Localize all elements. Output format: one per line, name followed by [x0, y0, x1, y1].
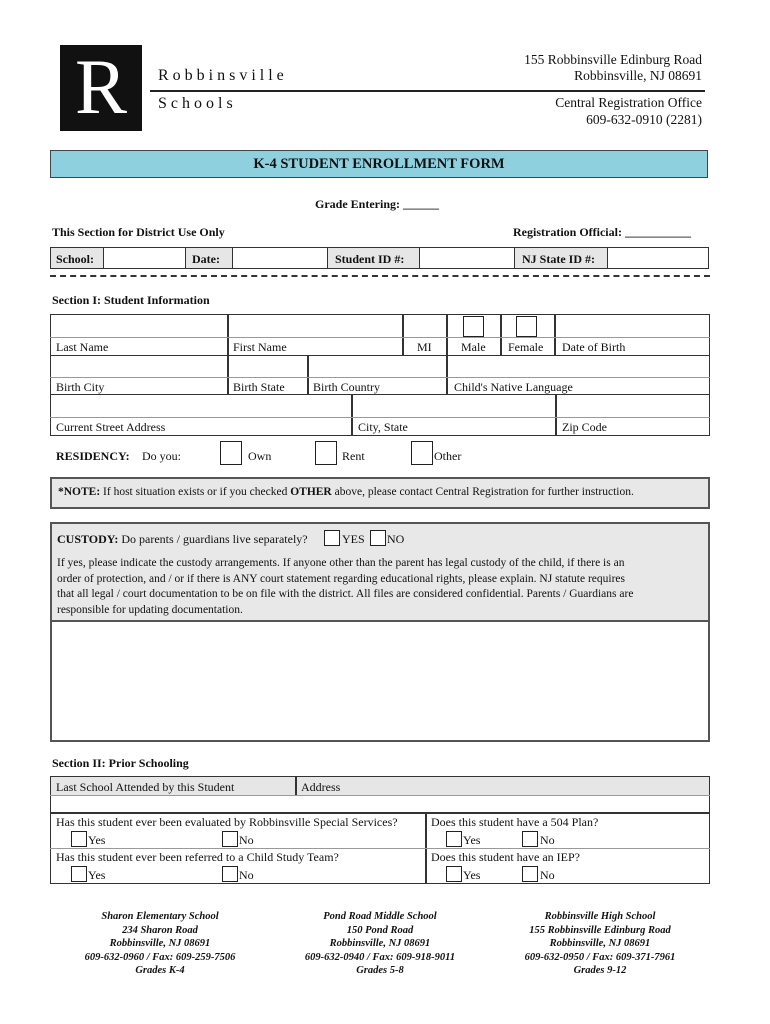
zip-code-label: Zip Code: [562, 420, 607, 434]
native-language-label: Child's Native Language: [454, 380, 573, 394]
divider: [227, 355, 229, 395]
evaluated-no-label: No: [239, 833, 254, 847]
referred-yes-label: Yes: [88, 868, 106, 882]
logo-letter: R: [74, 43, 128, 130]
custody-paragraph: [57, 556, 707, 618]
section2-heading: Section II: Prior Schooling: [52, 756, 189, 770]
first-name-label: First Name: [233, 340, 287, 354]
address-label: Address: [301, 780, 341, 794]
q-504: Does this student have a 504 Plan?: [431, 815, 599, 829]
custody-line: order of protection, and / or if there is ANY court statement regarding educational rights, please explain. NJ statute requires: [57, 572, 626, 585]
other-checkbox[interactable]: [411, 441, 433, 465]
mi-label: MI: [417, 340, 432, 354]
custody-yes-checkbox[interactable]: [324, 530, 340, 546]
school-street: 150 Pond Road: [346, 924, 414, 936]
school-grades: Grades K-4: [135, 965, 185, 976]
rule: [50, 848, 710, 849]
evaluated-yes-checkbox[interactable]: [71, 831, 87, 847]
wordmark-line1: Robbinsville: [158, 67, 288, 84]
q-referred: Has this student ever been referred to a Child Study Team?: [56, 850, 339, 864]
custody-no-checkbox[interactable]: [370, 530, 386, 546]
school-label: School:: [56, 252, 95, 266]
date-label: Date:: [192, 252, 220, 266]
male-label: Male: [461, 340, 486, 354]
school-phone: 609-632-0960 / Fax: 609-259-7506: [84, 951, 236, 963]
student-id-field[interactable]: [419, 247, 515, 269]
rent-checkbox[interactable]: [315, 441, 337, 465]
office-line1: Central Registration Office: [555, 95, 702, 110]
referred-no-checkbox[interactable]: [222, 866, 238, 882]
header-rule: [150, 90, 705, 92]
504-yes-checkbox[interactable]: [446, 831, 462, 847]
residency-label: RESIDENCY:: [56, 449, 130, 463]
nj-state-id-label: NJ State ID #:: [522, 252, 595, 266]
divider: [446, 314, 448, 356]
evaluated-yes-label: Yes: [88, 833, 106, 847]
school-name: Sharon Elementary School: [101, 911, 219, 922]
504-no-label: No: [540, 833, 555, 847]
own-label: Own: [248, 449, 272, 463]
referred-no-label: No: [239, 868, 254, 882]
custody-line: that all legal / court documentation to be on file with the district. All files are considered confidential. Parents / Guardians are: [57, 588, 634, 600]
divider: [402, 314, 404, 356]
custody-divider: [52, 620, 708, 622]
note-text-a: If host situation exists or if you checked: [103, 486, 288, 498]
iep-yes-checkbox[interactable]: [446, 866, 462, 882]
custody-label: CUSTODY:: [57, 532, 119, 546]
rent-label: Rent: [342, 449, 365, 463]
school-street: 234 Sharon Road: [122, 924, 198, 936]
wordmark-line2: Schools: [158, 95, 237, 112]
residency-prompt: Do you:: [142, 449, 181, 463]
evaluated-no-checkbox[interactable]: [222, 831, 238, 847]
school-field[interactable]: [103, 247, 186, 269]
referred-yes-checkbox[interactable]: [71, 866, 87, 882]
form-title: K-4 STUDENT ENROLLMENT FORM: [50, 150, 708, 178]
date-field[interactable]: [232, 247, 328, 269]
birth-city-label: Birth City: [56, 380, 105, 394]
q-iep: Does this student have an IEP?: [431, 850, 580, 864]
504-no-checkbox[interactable]: [522, 831, 538, 847]
custody-response-area[interactable]: [54, 624, 706, 738]
section1-heading: Section I: Student Information: [52, 293, 210, 307]
school-name: Pond Road Middle School: [323, 911, 437, 922]
school-phone: 609-632-0950 / Fax: 609-371-7961: [524, 951, 676, 963]
iep-no-checkbox[interactable]: [522, 866, 538, 882]
male-checkbox[interactable]: [463, 316, 484, 337]
city-state-label: City, State: [358, 420, 408, 434]
district-use-label: This Section for District Use Only: [52, 225, 225, 239]
note-label: *NOTE:: [58, 486, 101, 498]
school-grades: Grades 5-8: [356, 965, 404, 976]
q-evaluated: Has this student ever been evaluated by Robbinsville Special Services?: [56, 815, 398, 829]
iep-no-label: No: [540, 868, 555, 882]
school-city: Robbinsville, NJ 08691: [329, 938, 431, 949]
school-city: Robbinsville, NJ 08691: [109, 938, 211, 949]
custody-line: responsible for updating documentation.: [57, 603, 243, 616]
divider: [554, 314, 556, 356]
custody-question-line: [57, 532, 308, 547]
birth-country-label: Birth Country: [313, 380, 381, 394]
note-other: OTHER: [290, 486, 332, 498]
student-id-label: Student ID #:: [335, 252, 405, 266]
school-phone: 609-632-0940 / Fax: 609-918-9011: [304, 951, 456, 963]
divider: [555, 394, 557, 436]
footer-school-high: [500, 910, 700, 978]
last-name-label: Last Name: [56, 340, 109, 354]
grade-entering[interactable]: Grade Entering: ______: [315, 197, 439, 211]
custody-line: If yes, please indicate the custody arrangements. If anyone other than the parent has legal custody of the child, if there is an: [57, 557, 625, 569]
address-line2: Robbinsville, NJ 08691: [574, 68, 702, 83]
birth-state-label: Birth State: [233, 380, 285, 394]
label-line: [50, 417, 710, 418]
school-name: Robbinsville High School: [544, 911, 656, 922]
office-line2: 609-632-0910 (2281): [586, 112, 702, 127]
address-line1: 155 Robbinsville Edinburg Road: [524, 52, 702, 67]
label-line: [50, 377, 710, 378]
dob-label: Date of Birth: [562, 340, 626, 354]
street-address-label: Current Street Address: [56, 420, 166, 434]
custody-yes-label: YES: [342, 532, 365, 546]
custody-question: Do parents / guardians live separately?: [121, 532, 308, 546]
divider: [446, 355, 448, 395]
divider: [307, 355, 309, 395]
note-text: [58, 486, 706, 498]
school-city: Robbinsville, NJ 08691: [549, 938, 651, 949]
school-grades: Grades 9-12: [573, 965, 627, 976]
iep-yes-label: Yes: [463, 868, 481, 882]
note-text-b: above, please contact Central Registration for further instruction.: [334, 486, 634, 498]
504-yes-label: Yes: [463, 833, 481, 847]
rule: [50, 812, 710, 814]
nj-state-id-field[interactable]: [607, 247, 709, 269]
divider: [351, 394, 353, 436]
female-label: Female: [508, 340, 544, 354]
dashed-divider: [50, 275, 710, 277]
own-checkbox[interactable]: [220, 441, 242, 465]
school-street: 155 Robbinsville Edinburg Road: [529, 924, 671, 936]
divider: [295, 777, 297, 795]
female-checkbox[interactable]: [516, 316, 537, 337]
last-school-label: Last School Attended by this Student: [56, 780, 235, 794]
prior-school-field[interactable]: [54, 796, 706, 812]
footer-school-pond-road: [280, 910, 480, 978]
footer-school-sharon: [60, 910, 260, 978]
divider: [500, 314, 502, 356]
custody-no-label: NO: [387, 532, 405, 546]
other-label: Other: [434, 449, 462, 463]
registration-official[interactable]: Registration Official: ___________: [513, 225, 691, 239]
label-line: [50, 337, 710, 338]
divider: [227, 314, 229, 356]
